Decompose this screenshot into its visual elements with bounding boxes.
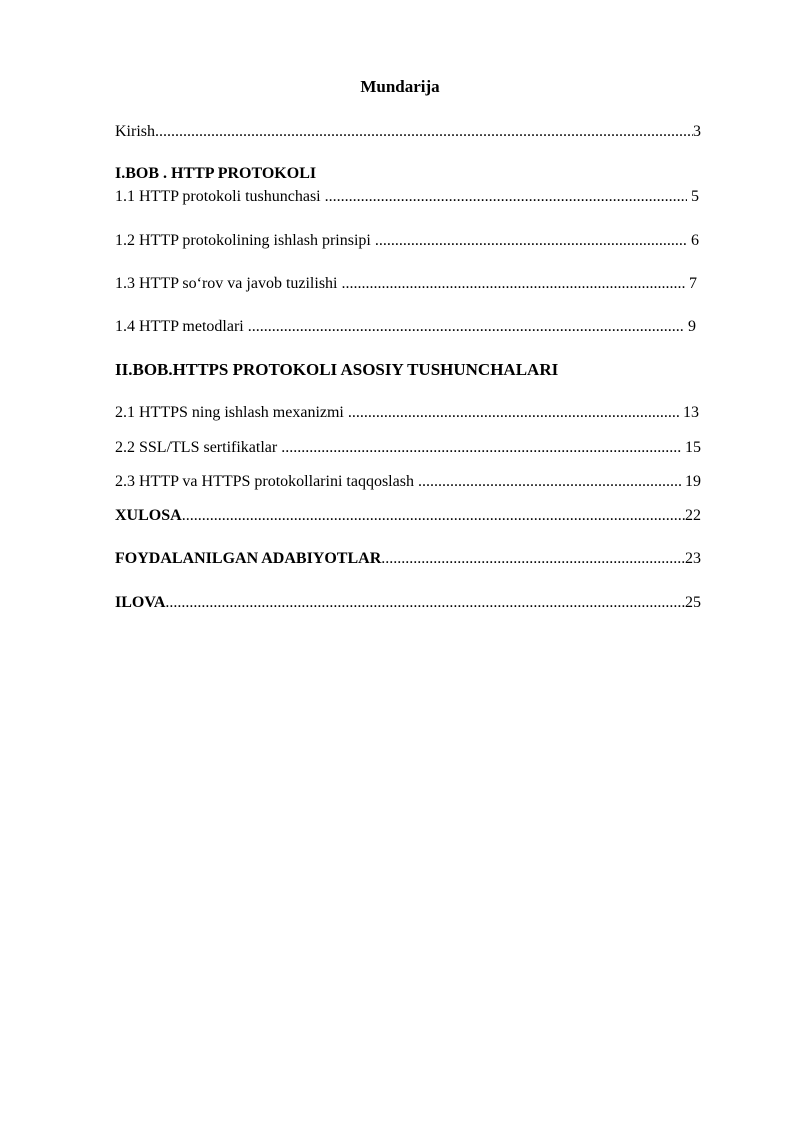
toc-entry-2-2[interactable] — [115, 437, 701, 459]
toc-title: Mundarija — [360, 77, 440, 96]
dot-leader — [375, 230, 687, 252]
toc-entry-page: 22 — [685, 507, 701, 524]
dot-leader — [248, 316, 684, 338]
toc-entry-1-1[interactable] — [115, 186, 699, 208]
toc-entry-ilova[interactable] — [115, 592, 701, 614]
toc-entry-label: FOYDALANILGAN ADABIYOTLAR — [115, 550, 382, 567]
dot-leader — [418, 471, 681, 493]
toc-entry-label: 1.2 HTTP protokolining ishlash prinsipi — [115, 232, 371, 249]
toc-entry-1-3[interactable] — [115, 273, 697, 295]
toc-entry-label: 2.3 HTTP va HTTPS protokollarini taqqoslash — [115, 473, 414, 490]
chapter-heading-2[interactable]: II.BOB.HTTPS PROTOKOLI ASOSIY TUSHUNCHALARI — [115, 360, 559, 379]
toc-entry-label: XULOSA — [115, 507, 182, 524]
toc-entry-page: 5 — [691, 188, 699, 205]
toc-entry-label: Kirish — [115, 123, 155, 140]
toc-entry-adabiyotlar[interactable] — [115, 548, 701, 570]
chapter-heading-1[interactable]: I.BOB . HTTP PROTOKOLI — [115, 165, 317, 182]
dot-leader — [281, 437, 681, 459]
dot-leader — [325, 186, 687, 208]
dot-leader — [348, 402, 679, 424]
toc-entry-page: 15 — [685, 439, 701, 456]
toc-entry-label: ILOVA — [115, 594, 166, 611]
toc-entry-label: 1.3 HTTP so‘rov va javob tuzilishi — [115, 275, 338, 292]
toc-entry-page: 9 — [688, 318, 696, 335]
toc-entry-1-4[interactable] — [115, 316, 696, 338]
dot-leader — [342, 273, 686, 295]
toc-entry-page: 3 — [693, 123, 701, 140]
toc-entry-2-3[interactable] — [115, 471, 701, 493]
dot-leader — [182, 505, 685, 527]
toc-entry-label: 2.2 SSL/TLS sertifikatlar — [115, 439, 278, 456]
toc-entry-label: 1.1 HTTP protokoli tushunchasi — [115, 188, 321, 205]
toc-entry-page: 23 — [685, 550, 701, 567]
toc-entry-label: 2.1 HTTPS ning ishlash mexanizmi — [115, 404, 344, 421]
toc-entry-1-2[interactable] — [115, 230, 699, 252]
toc-entry-page: 13 — [683, 404, 699, 421]
dot-leader — [381, 548, 685, 570]
toc-entry-page: 25 — [685, 594, 701, 611]
dot-leader — [155, 121, 693, 143]
dot-leader — [165, 592, 685, 614]
toc-entry-page: 6 — [691, 232, 699, 249]
toc-entry-page: 7 — [689, 275, 697, 292]
toc-entry-xulosa[interactable] — [115, 505, 701, 527]
toc-entry-kirish[interactable] — [115, 121, 701, 143]
toc-entry-page: 19 — [685, 473, 701, 490]
toc-entry-2-1[interactable] — [115, 402, 699, 424]
toc-entry-label: 1.4 HTTP metodlari — [115, 318, 244, 335]
